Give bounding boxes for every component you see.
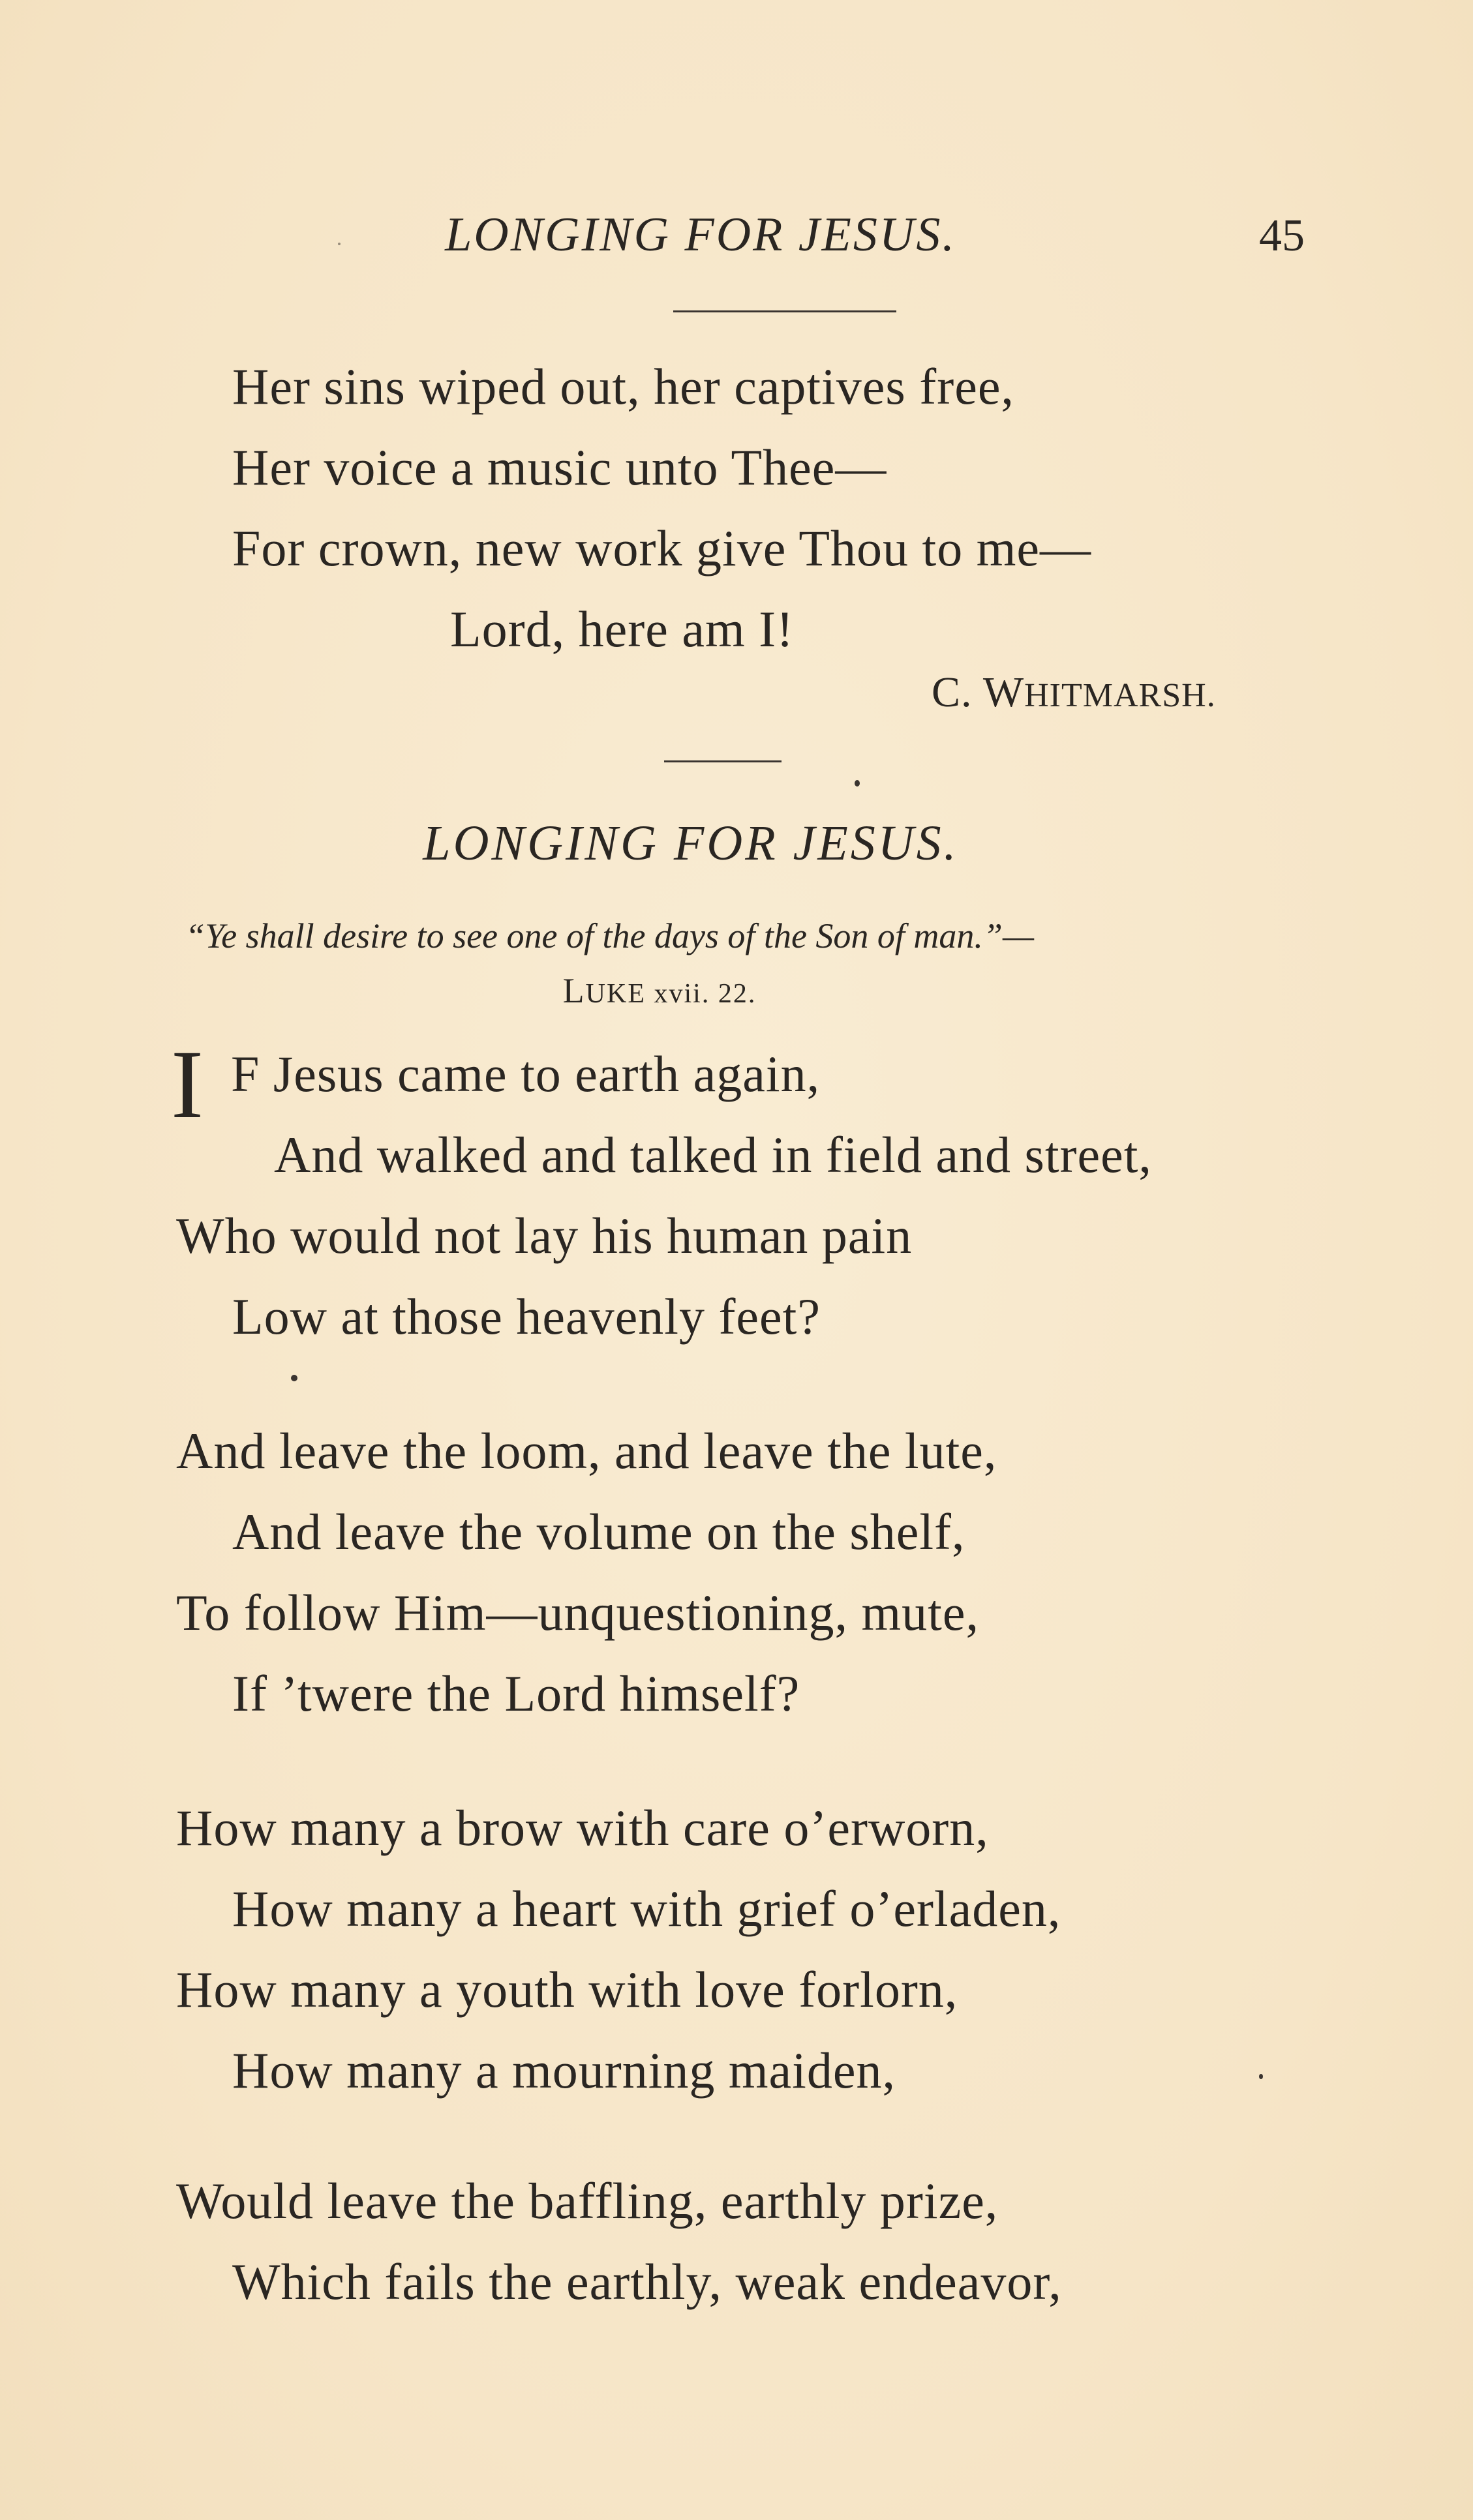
ink-speck [291,1375,297,1381]
verse-line: For crown, new work give Thou to me— [232,520,1092,577]
verse-line: How many a heart with grief o’erladen, [232,1880,1061,1937]
poem-title: LONGING FOR JESUS. [423,816,959,871]
verse-line: How many a mourning maiden, [232,2042,896,2099]
verse-line: And leave the loom, and leave the lute, [176,1422,997,1479]
verse-line: How many a youth with love forlorn, [176,1961,958,2018]
header-rule [673,310,896,312]
verse-line: Lord, here am I! [450,601,795,657]
verse-line: Who would not lay his human pain [176,1207,913,1264]
epigraph-reference [0,970,1396,1011]
verse-line: Her sins wiped out, her captives free, [232,358,1014,415]
epigraph: “Ye shall desire to see one of the days of the Son of man.”— [185,916,1034,955]
drop-cap: I [171,1030,204,1139]
ink-speck [338,243,341,245]
ink-speck [1259,2074,1263,2079]
verse-line: Low at those heavenly feet? [232,1288,821,1345]
verse-line: Her voice a music unto Thee— [232,439,887,496]
verse-line: If ’twere the Lord himself? [232,1665,800,1722]
attribution-rest: HITMARSH. [1024,677,1216,714]
epigraph-ref-initial: L [562,971,586,1010]
running-title: LONGING FOR JESUS. [445,208,956,262]
attribution-initial: C. W [932,668,1025,716]
verse-line: Which fails the earthly, weak endeavor, [232,2253,1062,2310]
verse-line: F Jesus came to earth again, [231,1045,821,1102]
verse-line: To follow Him—unquestioning, mute, [176,1584,979,1641]
attribution [932,668,1216,717]
page-number: 45 [1259,211,1305,261]
section-divider [664,760,782,762]
epigraph-ref-rest: UKE xvii. 22. [585,979,757,1009]
verse-line: Would leave the baffling, earthly prize, [176,2172,999,2229]
verse-line: And walked and talked in field and street, [274,1126,1152,1183]
verse-line: How many a brow with care o’erworn, [176,1799,989,1856]
ink-speck [855,780,860,787]
verse-line: And leave the volume on the shelf, [232,1503,965,1560]
